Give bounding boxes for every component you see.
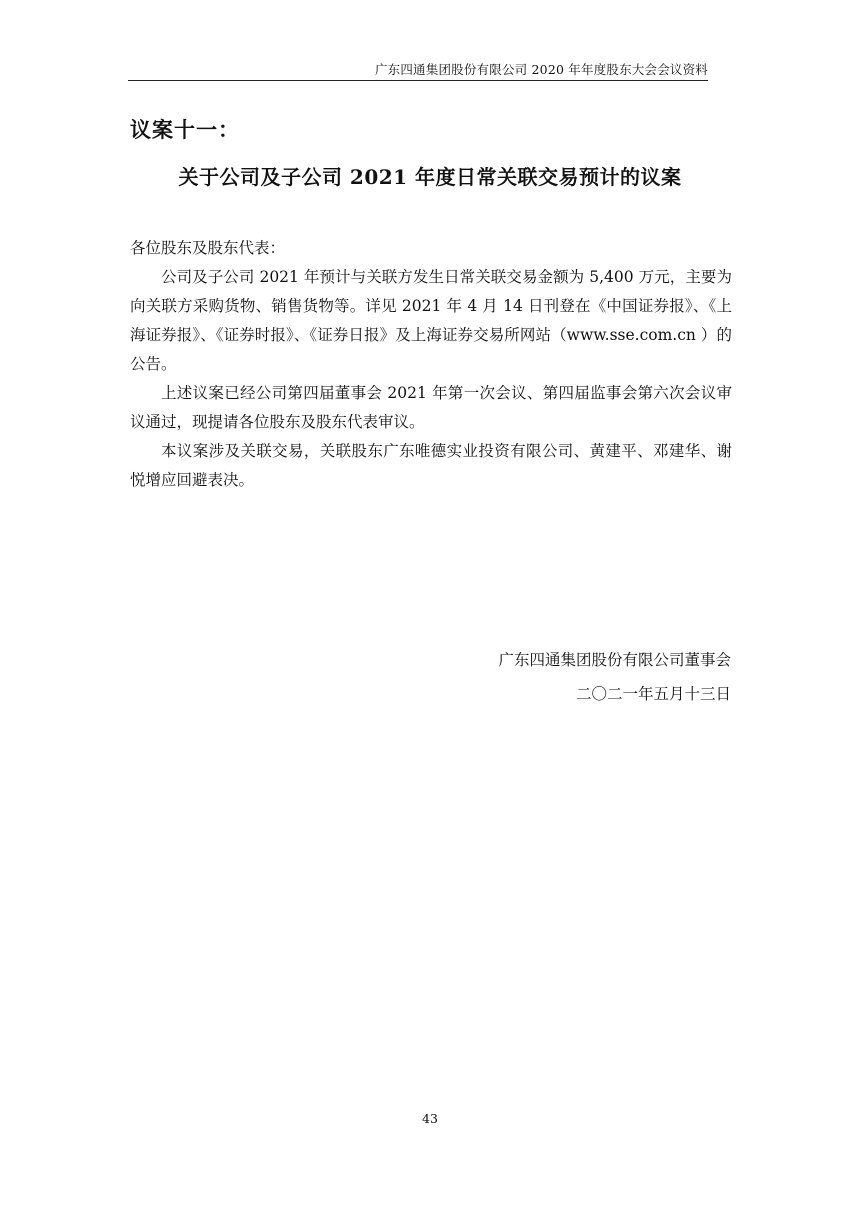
page-number: 43 bbox=[422, 1111, 438, 1126]
running-header: 广东四通集团股份有限公司 2020 年年度股东大会会议资料 bbox=[374, 62, 708, 77]
signing-organization: 广东四通集团股份有限公司董事会 bbox=[498, 651, 731, 669]
body-paragraph: 本议案涉及关联交易，关联股东广东唯德实业投资有限公司、黄建平、邓建华、谢悦增应回避表决。 bbox=[130, 442, 732, 489]
header-divider bbox=[128, 80, 708, 81]
body-paragraph: 公司及子公司 2021 年预计与关联方发生日常关联交易金额为 5,400 万元，主要为向关联方采购货物、销售货物等。详见 2021 年 4 月 14 日刊登在《中国证券报》、《上海证券报》、《证券时报》、《证券日报》及上海证券交易所网站（www.sse.com.cn ）的公告。 bbox=[130, 268, 732, 373]
signing-date: 二〇二一年五月十三日 bbox=[575, 685, 731, 703]
body-paragraph: 上述议案已经公司第四届董事会 2021 年第一次会议、第四届监事会第六次会议审议通过，现提请各位股东及股东代表审议。 bbox=[130, 384, 732, 431]
motion-title: 关于公司及子公司 2021 年度日常关联交易预计的议案 bbox=[178, 165, 682, 189]
document-body bbox=[130, 234, 732, 495]
signature-block bbox=[498, 643, 731, 711]
motion-number: 议案十一： bbox=[130, 117, 240, 142]
salutation: 各位股东及股东代表： bbox=[130, 239, 286, 257]
